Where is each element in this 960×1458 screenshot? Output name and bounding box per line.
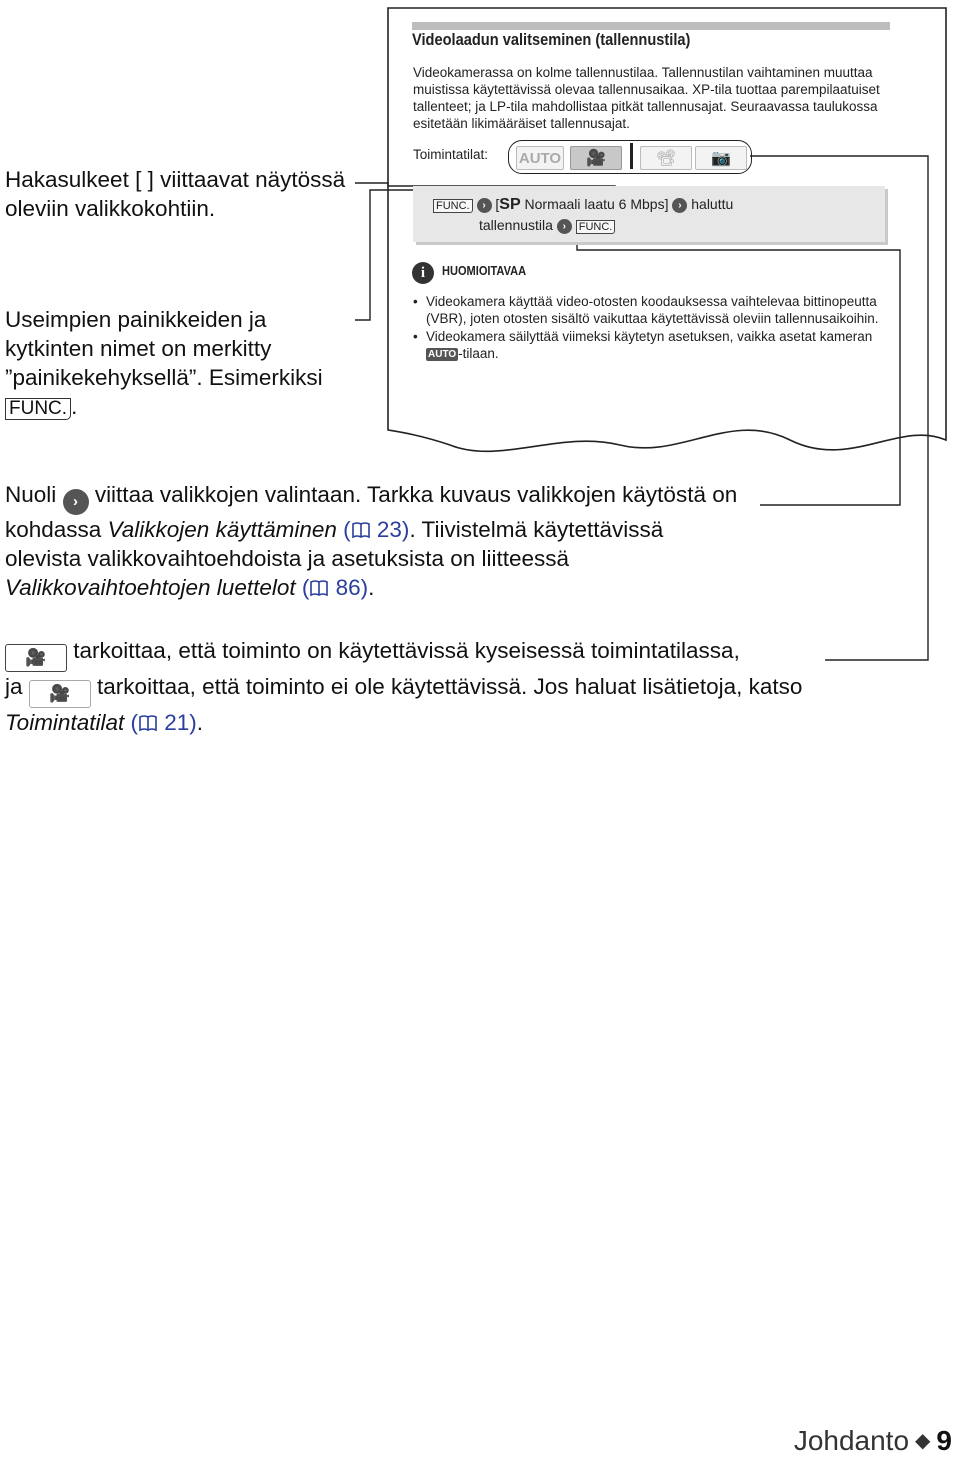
intro-paragraph: Videokamerassa on kolme tallennustilaa. Tallennustilan vaihtaminen muuttaa muistissa käytettävissä olevaa tallennusaikaa. XP-tila tuottaa parempilaatuiset tallenteet; ja LP-tila mahdollistaa pitkät tallennusajat. Seuraavassa taulukossa esitetään likimääräiset tallennusajat.: [413, 65, 880, 131]
playback-video-mode-icon: 📽: [640, 146, 692, 170]
procedure-line-2: [479, 217, 615, 234]
button-names-explanation: Useimpien painikkeiden ja kytkinten nimet on merkitty ”painikekehyksellä”. Esimerkiksi FUNC. .: [5, 307, 323, 419]
note-item: • Videokamera säilyttää viimeksi käytetyn asetuksen, vaikka asetat kameran AUTO -tilaan.: [413, 328, 893, 362]
desired-text: haluttu: [691, 196, 734, 212]
page-reference[interactable]: ( 86): [301, 575, 369, 600]
reference-link[interactable]: Toimintatilat: [5, 710, 125, 735]
arrow-icon: ›: [63, 489, 89, 515]
mode-text: tallennustila: [479, 217, 553, 233]
func-key: FUNC.: [433, 199, 473, 213]
diamond-separator: ◆: [915, 1430, 931, 1452]
modes-label: Toimintatilat:: [413, 147, 489, 162]
arrow-explanation: Nuoli › viittaa valikkojen valintaan. Tarkka kuvaus valikkojen käytöstä on kohdassa Valikkojen käyttäminen ( 23). Tiivistelmä käytettävissä olevista valikkovaihtoehdoista ja asetuksista on liitteessä Valikkovaihtoehtojen luettelot ( 86).: [5, 482, 738, 600]
photo-mode-icon: 📷: [695, 146, 747, 170]
book-icon: [309, 579, 329, 597]
mode-separator: [630, 143, 633, 169]
section-name: Johdanto: [793, 1425, 910, 1456]
auto-mode-icon: AUTO: [516, 146, 564, 170]
info-icon: i: [412, 262, 434, 284]
arrow-icon: ›: [672, 198, 687, 213]
note-list: [413, 293, 893, 363]
auto-badge: AUTO: [428, 348, 457, 360]
reference-link[interactable]: Valikkovaihtoehtojen luettelot: [5, 575, 296, 600]
func-button-example: FUNC.: [5, 398, 71, 420]
note-heading: HUOMIOITAVAA: [442, 263, 527, 278]
title-rule: [412, 22, 890, 30]
arrow-icon: ›: [477, 198, 492, 213]
section-title: Videolaadun valitseminen (tallennustila): [412, 30, 691, 49]
book-icon: [138, 714, 158, 732]
manual-video-mode-icon: 🎥: [570, 146, 622, 170]
page-number: 9: [936, 1425, 952, 1456]
page-reference[interactable]: ( 23): [343, 517, 410, 542]
arrow-icon: ›: [557, 219, 572, 234]
mode-explanation: 🎥 tarkoittaa, että toiminto on käytettävissä kyseisessä toimintatilassa, ja 🎥 tarkoittaa, että toiminto ei ole käytettävissä. Jos haluat lisätietoja, katso Toimintatilat ( 21).: [5, 638, 803, 735]
book-icon: [351, 521, 371, 539]
func-key: FUNC.: [576, 220, 616, 234]
page-footer: [794, 1425, 952, 1457]
mode-available-icon: 🎥: [5, 644, 67, 672]
page-reference[interactable]: ( 21): [130, 710, 197, 735]
mode-unavailable-icon: 🎥: [29, 680, 91, 708]
bracket-open: [: [495, 196, 500, 212]
brackets-explanation: Hakasulkeet [ ] viittaavat näytössä oleviin valikkokohtiin.: [5, 167, 346, 221]
sp-badge: SP: [499, 196, 521, 213]
procedure-line-1: [433, 196, 733, 214]
setting-name: Normaali laatu 6 Mbps]: [524, 196, 669, 212]
note-item: • Videokamera käyttää video-otosten koodauksessa vaihtelevaa bittinopeutta (VBR), joten otosten sisältö vaikuttaa käytettävissä oleviin tallennusaikoihin.: [413, 293, 893, 327]
reference-link[interactable]: Valikkojen käyttäminen: [107, 517, 337, 542]
